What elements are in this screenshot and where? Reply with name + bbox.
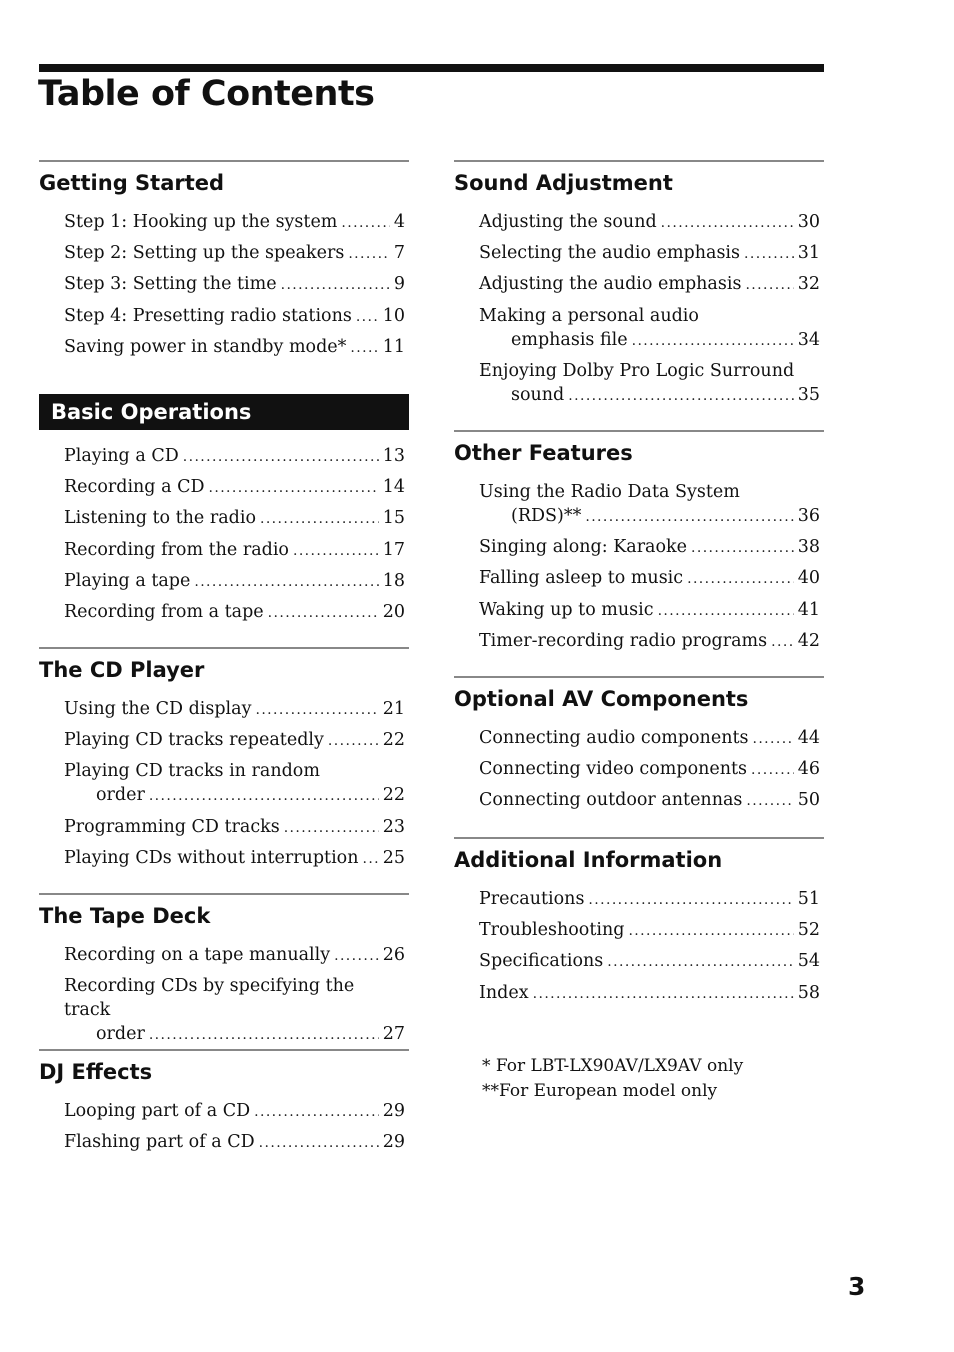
toc-entry-text: Connecting video components <box>479 759 748 780</box>
toc-page-number: 22 <box>382 730 405 751</box>
dot-leader <box>254 1100 379 1124</box>
page-number: 3 <box>848 1272 866 1301</box>
toc-entry-list <box>39 697 409 871</box>
toc-entry-text: Playing CD tracks repeatedly <box>64 730 324 751</box>
toc-page-number: 34 <box>797 329 820 350</box>
toc-entry-text: Recording from a tape <box>64 601 264 622</box>
section-rule <box>454 837 824 839</box>
dot-leader <box>362 847 378 871</box>
toc-entry-text: Recording CDs by specifying the track <box>64 976 355 1021</box>
footnote: * For LBT-LX90AV/LX9AV only <box>482 1056 744 1076</box>
toc-entry[interactable] <box>64 475 405 500</box>
dot-leader <box>284 816 379 840</box>
title-rule <box>39 64 824 72</box>
toc-entry[interactable] <box>64 759 405 808</box>
dot-leader <box>194 570 378 594</box>
toc-page-number: 13 <box>382 446 405 466</box>
section-rule <box>454 676 824 678</box>
dot-leader <box>752 727 793 751</box>
toc-entry[interactable] <box>479 304 820 353</box>
dot-leader <box>568 384 793 408</box>
section-rule <box>454 160 824 162</box>
section-rule <box>39 893 409 895</box>
dot-leader <box>533 982 794 1006</box>
toc-entry-list <box>39 444 409 625</box>
section-getting-started <box>39 160 409 366</box>
dot-leader <box>260 507 379 531</box>
toc-entry-list <box>39 1099 409 1155</box>
dot-leader <box>658 599 794 623</box>
dot-leader <box>350 336 378 360</box>
dot-leader <box>632 329 794 353</box>
toc-page-number: 22 <box>382 785 405 806</box>
toc-entry[interactable] <box>479 480 820 529</box>
toc-entry[interactable] <box>479 566 820 591</box>
toc-entry-text: Index <box>479 982 529 1003</box>
toc-entry-text: Looping part of a CD <box>64 1101 251 1121</box>
toc-entry[interactable] <box>64 444 405 469</box>
toc-page-number: 11 <box>382 336 405 357</box>
toc-page-number: 7 <box>393 243 405 264</box>
toc-page-number: 44 <box>797 728 820 748</box>
toc-entry-text: Step 2: Setting up the speakers <box>64 243 345 264</box>
dot-leader <box>255 698 378 722</box>
dot-leader <box>691 536 794 560</box>
footnotes <box>482 1054 743 1104</box>
toc-entry[interactable] <box>64 1130 405 1155</box>
toc-page-number: 27 <box>382 1024 405 1045</box>
section-heading: Additional Information <box>454 848 723 872</box>
section-heading: Optional AV Components <box>454 687 749 711</box>
toc-entry[interactable] <box>64 304 405 329</box>
toc-entry[interactable] <box>64 241 405 266</box>
toc-page-number: 20 <box>382 601 405 622</box>
toc-entry[interactable] <box>479 272 820 297</box>
toc-entry[interactable] <box>479 757 820 782</box>
toc-entry[interactable] <box>64 600 405 625</box>
dot-leader <box>628 919 793 943</box>
section-rule <box>39 647 409 649</box>
toc-entry[interactable] <box>479 629 820 654</box>
toc-entry-text: Recording a CD <box>64 477 205 498</box>
dot-leader <box>293 539 379 563</box>
toc-entry-text: Precautions <box>479 889 585 909</box>
toc-entry-list <box>454 887 824 1006</box>
section-other-features <box>454 430 824 660</box>
toc-entry[interactable] <box>479 598 820 623</box>
toc-entry-text: Step 1: Hooking up the system <box>64 212 338 232</box>
dot-leader <box>149 1023 379 1047</box>
toc-page-number: 32 <box>797 274 820 295</box>
toc-page-number: 52 <box>797 920 820 941</box>
toc-entry-text: Saving power in standby mode* <box>64 336 347 357</box>
toc-entry-list <box>39 210 409 360</box>
toc-page-number: 17 <box>382 539 405 560</box>
dot-leader <box>348 242 390 266</box>
toc-page-number: 40 <box>797 568 820 589</box>
toc-page-number: 41 <box>797 599 820 620</box>
dot-leader <box>607 950 793 974</box>
toc-entry-text: order <box>96 785 145 806</box>
toc-entry[interactable] <box>64 846 405 871</box>
section-heading: The CD Player <box>39 658 205 682</box>
section-heading: Sound Adjustment <box>454 171 673 195</box>
toc-entry-text: Enjoying Dolby Pro Logic Surround <box>479 360 795 381</box>
toc-entry[interactable] <box>479 887 820 912</box>
section-rule <box>454 430 824 432</box>
toc-entry-text: Making a personal audio <box>479 305 699 326</box>
dot-leader <box>746 789 793 813</box>
toc-entry-text: Listening to the radio <box>64 508 256 529</box>
toc-page-number: 25 <box>382 847 405 868</box>
footnote: **For European model only <box>482 1081 718 1101</box>
toc-entry-text: Singing along: Karaoke <box>479 537 687 558</box>
toc-entry-text: emphasis file <box>511 329 628 350</box>
toc-entry-list <box>454 210 824 408</box>
dot-leader <box>328 729 379 753</box>
toc-entry-text: Falling asleep to music <box>479 568 684 589</box>
toc-entry[interactable] <box>479 981 820 1006</box>
section-heading: DJ Effects <box>39 1060 153 1084</box>
toc-entry-list <box>39 943 409 1047</box>
toc-entry[interactable] <box>64 210 405 235</box>
toc-entry-text: Playing CD tracks in random <box>64 761 320 782</box>
toc-entry[interactable] <box>64 506 405 531</box>
toc-entry-text: Using the Radio Data System <box>479 482 740 502</box>
toc-entry[interactable] <box>479 726 820 751</box>
dot-leader <box>268 601 379 625</box>
toc-entry[interactable] <box>64 272 405 297</box>
dot-leader <box>661 211 794 235</box>
toc-entry-text: (RDS)** <box>511 506 582 526</box>
dot-leader <box>149 784 379 808</box>
section-additional-info <box>454 837 824 1012</box>
toc-page-number: 9 <box>393 274 405 295</box>
section-heading: Basic Operations <box>39 394 409 430</box>
toc-entry[interactable] <box>479 949 820 974</box>
toc-page-number: 4 <box>393 212 405 232</box>
dot-leader <box>334 944 379 968</box>
toc-entry[interactable] <box>64 1099 405 1124</box>
toc-entry-text: sound <box>511 384 565 405</box>
toc-entry-text: Troubleshooting <box>479 920 625 941</box>
dot-leader <box>209 476 379 500</box>
toc-page-number: 21 <box>382 699 405 719</box>
toc-entry[interactable] <box>479 918 820 943</box>
toc-page-number: 42 <box>797 630 820 651</box>
section-basic-operations <box>39 394 409 631</box>
toc-page-number: 29 <box>382 1132 405 1153</box>
toc-page-number: 23 <box>382 816 405 837</box>
dot-leader <box>745 273 793 297</box>
toc-page-number: 29 <box>382 1101 405 1121</box>
toc-entry-text: Programming CD tracks <box>64 816 280 837</box>
toc-page-number: 58 <box>797 982 820 1003</box>
toc-entry-text: order <box>96 1024 145 1045</box>
toc-page-number: 18 <box>382 570 405 591</box>
toc-entry-list <box>454 480 824 654</box>
toc-entry[interactable] <box>64 335 405 360</box>
toc-entry-text: Adjusting the audio emphasis <box>479 274 742 295</box>
toc-page-number: 31 <box>797 243 820 264</box>
section-optional-av <box>454 676 824 820</box>
toc-entry-text: Step 3: Setting the time <box>64 274 277 295</box>
toc-entry-text: Recording from the radio <box>64 539 289 560</box>
toc-entry[interactable] <box>479 535 820 560</box>
toc-entry-text: Waking up to music <box>479 599 654 620</box>
toc-entry[interactable] <box>479 788 820 813</box>
toc-entry-text: Flashing part of a CD <box>64 1132 255 1153</box>
section-tape-deck <box>39 893 409 1053</box>
toc-page-number: 38 <box>797 537 820 558</box>
section-heading: The Tape Deck <box>39 904 211 928</box>
toc-entry-text: Timer-recording radio programs <box>479 630 768 651</box>
toc-entry-text: Selecting the audio emphasis <box>479 243 741 264</box>
toc-entry[interactable] <box>64 815 405 840</box>
toc-page-number: 51 <box>797 889 820 909</box>
toc-entry-text: Step 4: Presetting radio stations <box>64 305 352 326</box>
toc-entry-text: Specifications <box>479 951 604 972</box>
toc-entry-text: Playing CDs without interruption <box>64 847 359 868</box>
toc-page-number: 15 <box>382 508 405 529</box>
toc-page-number: 36 <box>797 506 820 526</box>
dot-leader <box>281 273 390 297</box>
toc-entry[interactable] <box>64 943 405 968</box>
dot-leader <box>744 242 794 266</box>
dot-leader <box>585 505 793 529</box>
toc-entry[interactable] <box>479 359 820 408</box>
dot-leader <box>771 630 794 654</box>
toc-entry[interactable] <box>64 728 405 753</box>
dot-leader <box>259 1131 379 1155</box>
dot-leader <box>588 888 793 912</box>
section-heading: Getting Started <box>39 171 225 195</box>
dot-leader <box>183 445 379 469</box>
toc-page-number: 50 <box>797 790 820 811</box>
toc-page-number: 14 <box>382 477 405 498</box>
toc-entry-text: Using the CD display <box>64 699 252 719</box>
toc-page-number: 35 <box>797 384 820 405</box>
toc-page-number: 54 <box>797 951 820 972</box>
section-dj-effects <box>39 1049 409 1161</box>
section-rule <box>39 160 409 162</box>
toc-entry[interactable] <box>64 538 405 563</box>
toc-entry-text: Playing a tape <box>64 570 191 591</box>
dot-leader <box>356 305 379 329</box>
toc-page-number: 26 <box>382 945 405 965</box>
toc-entry[interactable] <box>64 697 405 722</box>
toc-entry-text: Connecting outdoor antennas <box>479 790 743 811</box>
toc-entry-text: Adjusting the sound <box>479 212 657 232</box>
toc-page-number: 10 <box>382 305 405 326</box>
page-title: Table of Contents <box>38 74 375 114</box>
toc-entry[interactable] <box>479 210 820 235</box>
toc-page-number: 30 <box>797 212 820 232</box>
toc-entry[interactable] <box>64 569 405 594</box>
toc-entry-text: Recording on a tape manually <box>64 945 331 965</box>
section-rule <box>39 1049 409 1051</box>
section-cd-player <box>39 647 409 877</box>
toc-entry-text: Playing a CD <box>64 446 179 466</box>
dot-leader <box>687 567 794 591</box>
toc-entry[interactable] <box>64 974 405 1047</box>
dot-leader <box>751 758 794 782</box>
dot-leader <box>341 211 389 235</box>
toc-page-number: 46 <box>797 759 820 780</box>
toc-entry-list <box>454 726 824 813</box>
section-heading: Other Features <box>454 441 633 465</box>
toc-entry-text: Connecting audio components <box>479 728 749 748</box>
section-sound-adjustment <box>454 160 824 414</box>
toc-entry[interactable] <box>479 241 820 266</box>
